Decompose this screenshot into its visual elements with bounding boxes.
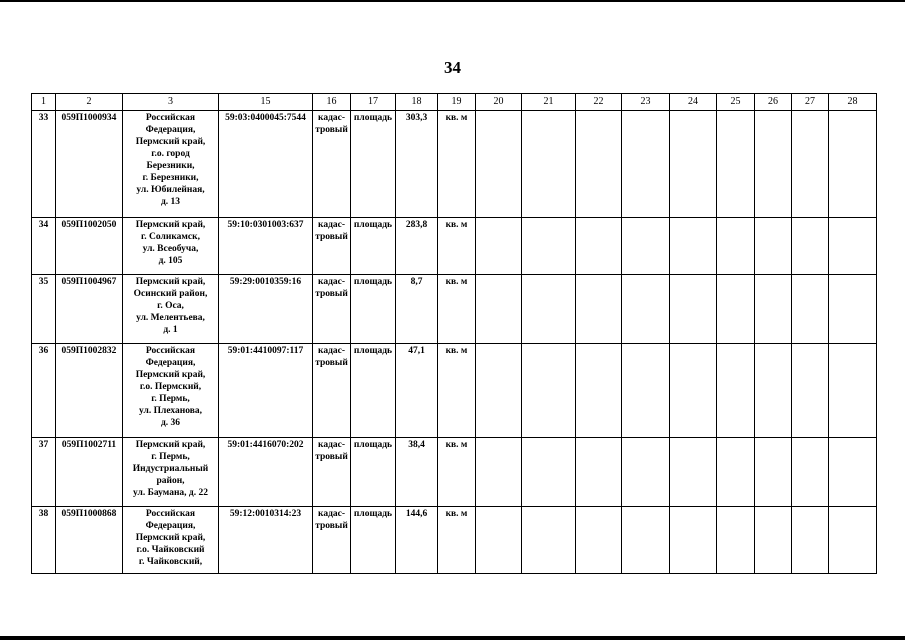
address-line: ул. Мелентьева,: [136, 313, 205, 323]
table-row: [32, 438, 877, 507]
header-cell: 25: [717, 94, 755, 111]
empty-cell: [792, 344, 829, 438]
empty-cell: [829, 344, 877, 438]
empty-cell: [755, 218, 792, 275]
header-cell: 18: [396, 94, 438, 111]
empty-cell: [792, 275, 829, 344]
header-cell: 21: [522, 94, 576, 111]
address-line: г. Чайковский,: [138, 557, 203, 567]
empty-cell: [622, 344, 670, 438]
number-type-line: тровый: [315, 289, 348, 299]
table-row: [32, 111, 877, 218]
header-cell: 2: [56, 94, 123, 111]
row-index: 38: [32, 507, 56, 574]
empty-cell: [755, 507, 792, 574]
number-type: [313, 507, 351, 574]
empty-cell: [792, 218, 829, 275]
address-line: г. Пермь,: [151, 394, 190, 404]
address-line: ул. Юбилейная,: [136, 185, 205, 195]
parameter-value: 8,7: [396, 275, 438, 344]
address-line: г. Березники,: [142, 173, 199, 183]
object-number: 059П1002050: [56, 218, 123, 275]
empty-cell: [622, 111, 670, 218]
address-line: район,: [156, 476, 185, 486]
empty-cell: [792, 438, 829, 507]
address-line: д. 36: [160, 418, 181, 428]
empty-cell: [755, 438, 792, 507]
parameter-type: площадь: [351, 218, 396, 275]
empty-cell: [670, 218, 717, 275]
unit: кв. м: [438, 507, 476, 574]
parameter-type: площадь: [351, 111, 396, 218]
row-index: 35: [32, 275, 56, 344]
unit: кв. м: [438, 218, 476, 275]
header-cell: 23: [622, 94, 670, 111]
number-type-line: тровый: [315, 125, 348, 135]
header-cell: 28: [829, 94, 877, 111]
empty-cell: [670, 438, 717, 507]
number-type: [313, 438, 351, 507]
empty-cell: [717, 507, 755, 574]
empty-cell: [622, 275, 670, 344]
header-cell: 27: [792, 94, 829, 111]
empty-cell: [670, 111, 717, 218]
empty-cell: [670, 507, 717, 574]
cadastral-number: 59:01:4410097:117: [219, 344, 313, 438]
unit: кв. м: [438, 111, 476, 218]
address-line: Федерация,: [145, 358, 196, 368]
parameter-value: 283,8: [396, 218, 438, 275]
empty-cell: [717, 344, 755, 438]
address-line: ул. Всеобуча,: [142, 244, 199, 254]
header-cell: 26: [755, 94, 792, 111]
object-number: 059П1000934: [56, 111, 123, 218]
number-type-line: кадас-: [317, 509, 345, 519]
number-type-line: кадас-: [317, 346, 345, 356]
empty-cell: [792, 507, 829, 574]
header-cell: 1: [32, 94, 56, 111]
address-line: д. 13: [160, 197, 181, 207]
header-cell: 19: [438, 94, 476, 111]
empty-cell: [476, 438, 522, 507]
number-type-line: кадас-: [317, 113, 345, 123]
empty-cell: [576, 507, 622, 574]
empty-cell: [522, 438, 576, 507]
header-cell: 3: [123, 94, 219, 111]
address-line: Пермский край,: [135, 370, 206, 380]
object-address: [123, 218, 219, 275]
register-table: [31, 93, 877, 574]
table-row: [32, 218, 877, 275]
empty-cell: [576, 344, 622, 438]
empty-cell: [476, 111, 522, 218]
empty-cell: [522, 344, 576, 438]
address-line: д. 105: [158, 256, 183, 266]
address-line: Индустриальный: [132, 464, 209, 474]
address-line: Российская: [145, 113, 196, 123]
parameter-value: 144,6: [396, 507, 438, 574]
address-line: г. Соликамск,: [141, 232, 200, 242]
empty-cell: [622, 218, 670, 275]
empty-cell: [717, 275, 755, 344]
address-line: г. Оса,: [157, 301, 184, 311]
address-line: Пермский край,: [135, 277, 206, 287]
parameter-type: площадь: [351, 507, 396, 574]
number-type: [313, 275, 351, 344]
cadastral-number: 59:29:0010359:16: [219, 275, 313, 344]
empty-cell: [792, 111, 829, 218]
row-index: 33: [32, 111, 56, 218]
table-row: [32, 344, 877, 438]
object-address: [123, 507, 219, 574]
empty-cell: [522, 507, 576, 574]
header-cell: 17: [351, 94, 396, 111]
empty-cell: [576, 111, 622, 218]
number-type-line: кадас-: [317, 220, 345, 230]
empty-cell: [522, 275, 576, 344]
unit: кв. м: [438, 275, 476, 344]
header-row: [32, 94, 877, 111]
empty-cell: [829, 438, 877, 507]
page-number: 34: [444, 58, 461, 77]
row-index: 36: [32, 344, 56, 438]
number-type-line: тровый: [315, 232, 348, 242]
address-line: ул. Плеханова,: [139, 406, 202, 416]
table-row: [32, 507, 877, 574]
empty-cell: [755, 275, 792, 344]
scan-edge-top: [0, 0, 905, 2]
parameter-type: площадь: [351, 275, 396, 344]
cadastral-number: 59:03:0400045:7544: [219, 111, 313, 218]
empty-cell: [522, 218, 576, 275]
empty-cell: [476, 275, 522, 344]
number-type-line: тровый: [315, 452, 348, 462]
address-line: Пермский край,: [135, 533, 206, 543]
cadastral-number: 59:12:0010314:23: [219, 507, 313, 574]
header-cell: 16: [313, 94, 351, 111]
address-line: Пермский край,: [135, 137, 206, 147]
row-index: 37: [32, 438, 56, 507]
address-line: Пермский край,: [135, 220, 206, 230]
empty-cell: [670, 344, 717, 438]
cadastral-number: 59:01:4416070:202: [219, 438, 313, 507]
number-type-line: кадас-: [317, 440, 345, 450]
object-number: 059П1000868: [56, 507, 123, 574]
scan-edge-bottom: [0, 636, 905, 640]
empty-cell: [576, 438, 622, 507]
parameter-type: площадь: [351, 344, 396, 438]
unit: кв. м: [438, 344, 476, 438]
empty-cell: [829, 218, 877, 275]
empty-cell: [829, 111, 877, 218]
address-line: Федерация,: [145, 125, 196, 135]
address-line: Осинский район,: [133, 289, 208, 299]
number-type: [313, 111, 351, 218]
header-cell: 15: [219, 94, 313, 111]
empty-cell: [576, 218, 622, 275]
empty-cell: [476, 507, 522, 574]
parameter-type: площадь: [351, 438, 396, 507]
object-address: [123, 111, 219, 218]
table-row: [32, 275, 877, 344]
object-address: [123, 344, 219, 438]
empty-cell: [576, 275, 622, 344]
number-type-line: тровый: [315, 521, 348, 531]
empty-cell: [717, 438, 755, 507]
address-line: Пермский край,: [135, 440, 206, 450]
number-type-line: тровый: [315, 358, 348, 368]
object-number: 059П1004967: [56, 275, 123, 344]
address-line: ул. Баумана, д. 22: [133, 488, 208, 498]
empty-cell: [755, 111, 792, 218]
address-line: г.о. Чайковский: [136, 545, 205, 555]
unit: кв. м: [438, 438, 476, 507]
parameter-value: 303,3: [396, 111, 438, 218]
address-line: Федерация,: [145, 521, 196, 531]
address-line: Российская: [145, 509, 196, 519]
number-type: [313, 218, 351, 275]
empty-cell: [476, 218, 522, 275]
header-cell: 20: [476, 94, 522, 111]
address-line: г. Пермь,: [151, 452, 190, 462]
header-cell: 24: [670, 94, 717, 111]
object-number: 059П1002832: [56, 344, 123, 438]
empty-cell: [717, 218, 755, 275]
address-line: г.о. город: [151, 149, 190, 159]
number-type: [313, 344, 351, 438]
cadastral-number: 59:10:0301003:637: [219, 218, 313, 275]
empty-cell: [829, 275, 877, 344]
object-address: [123, 275, 219, 344]
empty-cell: [829, 507, 877, 574]
address-line: Российская: [145, 346, 196, 356]
object-address: [123, 438, 219, 507]
parameter-value: 38,4: [396, 438, 438, 507]
empty-cell: [522, 111, 576, 218]
object-number: 059П1002711: [56, 438, 123, 507]
empty-cell: [670, 275, 717, 344]
empty-cell: [622, 438, 670, 507]
empty-cell: [622, 507, 670, 574]
address-line: г.о. Пермский,: [139, 382, 202, 392]
parameter-value: 47,1: [396, 344, 438, 438]
header-cell: 22: [576, 94, 622, 111]
row-index: 34: [32, 218, 56, 275]
address-line: Березники,: [146, 161, 195, 171]
empty-cell: [476, 344, 522, 438]
number-type-line: кадас-: [317, 277, 345, 287]
empty-cell: [755, 344, 792, 438]
address-line: д. 1: [163, 325, 178, 335]
empty-cell: [717, 111, 755, 218]
